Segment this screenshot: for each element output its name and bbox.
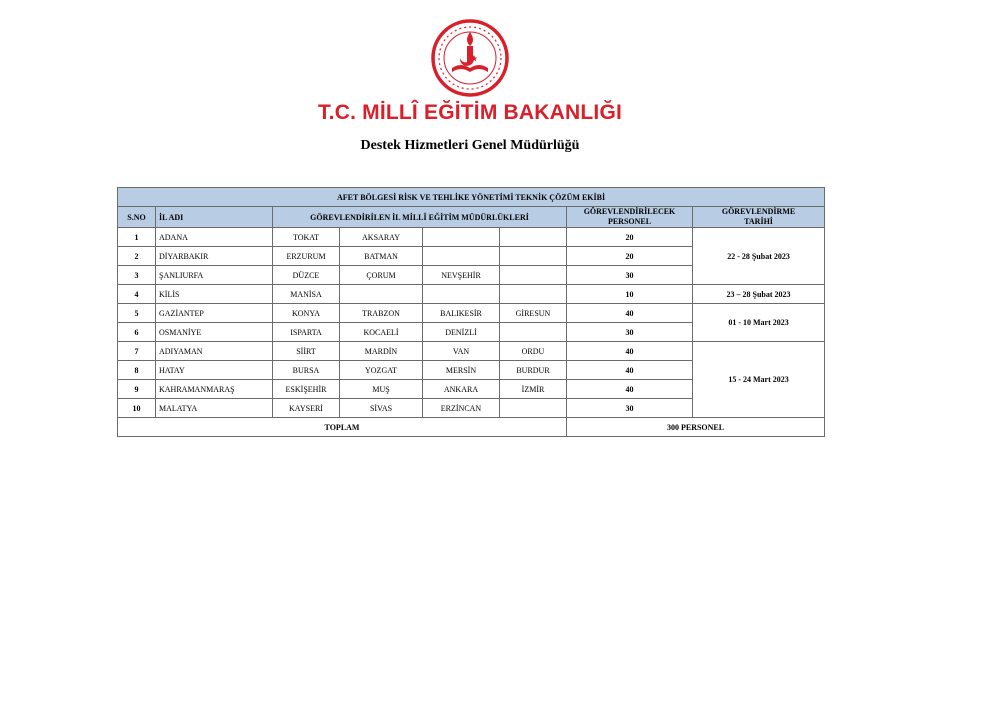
personnel-count: 40 [567,380,693,399]
province-name: DİYARBAKIR [156,247,273,266]
personnel-count: 20 [567,247,693,266]
directorate-cell [500,285,567,304]
col-header-personnel-line1: GÖREVLENDİRİLECEK [583,207,676,216]
total-label: TOPLAM [118,418,567,437]
directorate-title: Destek Hizmetleri Genel Müdürlüğü [360,138,580,153]
col-header-date-line1: GÖREVLENDİRME [721,207,796,216]
team-table [117,187,825,437]
personnel-count: 40 [567,361,693,380]
directorate-cell: ERZURUM [273,247,340,266]
directorate-cell: VAN [423,342,500,361]
row-number: 6 [118,323,156,342]
directorate-cell: GİRESUN [500,304,567,323]
personnel-count: 30 [567,266,693,285]
personnel-count: 40 [567,342,693,361]
directorate-cell: MARDİN [340,342,423,361]
col-header-personnel [567,207,693,228]
table-header-row [118,207,825,228]
province-name: OSMANİYE [156,323,273,342]
directorate-cell [423,285,500,304]
directorate-cell: MERSİN [423,361,500,380]
directorate-cell: BURDUR [500,361,567,380]
province-name: HATAY [156,361,273,380]
table-title-row [118,188,825,207]
total-value: 300 PERSONEL [567,418,825,437]
col-header-personnel-line2: PERSONEL [607,217,652,226]
directorate-cell [423,247,500,266]
province-name: MALATYA [156,399,273,418]
directorate-cell: MUŞ [340,380,423,399]
directorate-cell: YOZGAT [340,361,423,380]
directorate-cell [500,323,567,342]
row-number: 8 [118,361,156,380]
row-number: 9 [118,380,156,399]
assignment-date: 23 – 28 Şubat 2023 [693,285,825,304]
total-row [118,418,825,437]
directorate-cell [423,228,500,247]
col-header-sno: S.NO [118,207,156,228]
row-number: 5 [118,304,156,323]
table-row [118,304,825,323]
assignment-date: 22 - 28 Şubat 2023 [693,228,825,285]
col-header-directorates: GÖREVLENDİRİLEN İL MİLLÎ EĞİTİM MÜDÜRLÜKLERİ [273,207,567,228]
directorate-cell: ORDU [500,342,567,361]
row-number: 1 [118,228,156,247]
directorate-cell: TOKAT [273,228,340,247]
directorate-cell: NEVŞEHİR [423,266,500,285]
personnel-count: 30 [567,399,693,418]
ministry-name: T.C. MİLLÎ EĞİTİM BAKANLIĞI [317,101,623,124]
province-name: KİLİS [156,285,273,304]
province-name: GAZİANTEP [156,304,273,323]
directorate-cell [500,399,567,418]
col-header-province: İL ADI [156,207,273,228]
directorate-cell: TRABZON [340,304,423,323]
table-row [118,342,825,361]
table-row [118,285,825,304]
personnel-count: 40 [567,304,693,323]
row-number: 2 [118,247,156,266]
row-number: 4 [118,285,156,304]
directorate-cell: SİVAS [340,399,423,418]
province-name: KAHRAMANMARAŞ [156,380,273,399]
directorate-cell [500,228,567,247]
personnel-count: 10 [567,285,693,304]
table-title: AFET BÖLGESİ RİSK VE TEHLİKE YÖNETİMİ TEKNİK ÇÖZÜM EKİBİ [118,188,825,207]
directorate-cell: ÇORUM [340,266,423,285]
directorate-cell: DENİZLİ [423,323,500,342]
ministry-logo [430,18,510,98]
directorate-cell: AKSARAY [340,228,423,247]
directorate-cell [500,266,567,285]
table-row [118,228,825,247]
directorate-cell: DÜZCE [273,266,340,285]
directorate-cell: KAYSERİ [273,399,340,418]
directorate-cell: MANİSA [273,285,340,304]
col-header-date [693,207,825,228]
directorate-cell: ERZİNCAN [423,399,500,418]
row-number: 7 [118,342,156,361]
personnel-count: 20 [567,228,693,247]
directorate-cell: ISPARTA [273,323,340,342]
directorate-cell: ESKİŞEHİR [273,380,340,399]
directorate-cell: KONYA [273,304,340,323]
directorate-cell [500,247,567,266]
personnel-count: 30 [567,323,693,342]
directorate-cell: KOCAELİ [340,323,423,342]
directorate-cell: BATMAN [340,247,423,266]
directorate-cell: SİİRT [273,342,340,361]
row-number: 3 [118,266,156,285]
assignment-date: 15 - 24 Mart 2023 [693,342,825,418]
directorate-cell: BALIKESİR [423,304,500,323]
row-number: 10 [118,399,156,418]
directorate-cell [340,285,423,304]
assignment-date: 01 - 10 Mart 2023 [693,304,825,342]
directorate-cell: ANKARA [423,380,500,399]
directorate-cell: BURSA [273,361,340,380]
directorate-cell: İZMİR [500,380,567,399]
province-name: ADANA [156,228,273,247]
col-header-date-line2: TARİHİ [744,217,773,226]
province-name: ŞANLIURFA [156,266,273,285]
province-name: ADIYAMAN [156,342,273,361]
